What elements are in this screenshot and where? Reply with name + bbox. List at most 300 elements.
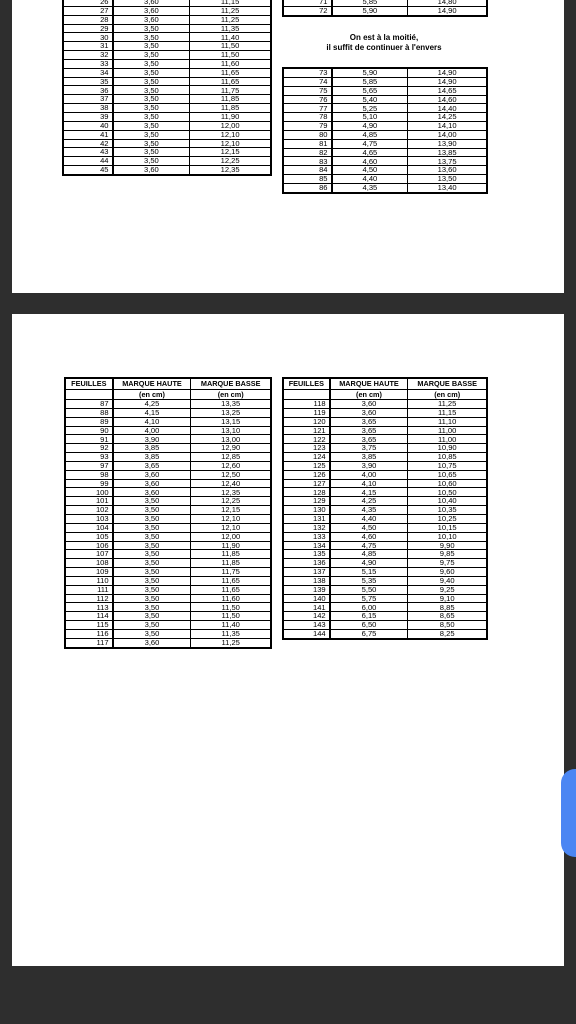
table-row (65, 568, 271, 577)
cell-feuille: 123 (283, 444, 330, 453)
table-right (282, 67, 488, 194)
cell-marque-haute: 4,65 (332, 148, 408, 157)
cell-marque-basse: 12,00 (191, 532, 271, 541)
cell-marque-basse: 11,25 (190, 6, 271, 15)
cell-feuille: 142 (283, 612, 330, 621)
cell-feuille: 109 (65, 568, 113, 577)
cell-marque-haute: 4,60 (332, 157, 408, 166)
cell-marque-basse: 11,35 (191, 629, 271, 638)
cell-marque-haute: 4,75 (330, 541, 408, 550)
cell-feuille: 129 (283, 497, 330, 506)
col-header-haute-unit: (en cm) (330, 390, 408, 400)
cell-feuille: 116 (65, 629, 113, 638)
table-row (283, 576, 487, 585)
cell-marque-haute: 5,85 (332, 0, 408, 6)
cell-feuille: 80 (283, 130, 332, 139)
halfway-note-line1: On est à la moitié, (349, 33, 419, 42)
table-row (63, 148, 271, 157)
cell-marque-basse: 11,40 (190, 33, 271, 42)
cell-marque-basse: 11,00 (408, 426, 487, 435)
cell-marque-haute: 5,75 (330, 594, 408, 603)
cell-feuille: 27 (63, 6, 113, 15)
cell-marque-haute: 3,60 (113, 0, 190, 6)
cell-feuille: 31 (63, 42, 113, 51)
cell-marque-haute: 3,65 (330, 426, 408, 435)
cell-marque-basse: 12,25 (190, 157, 271, 166)
cell-feuille: 42 (63, 139, 113, 148)
table-row (283, 77, 487, 86)
cell-marque-haute: 3,50 (113, 33, 190, 42)
cell-feuille: 41 (63, 130, 113, 139)
cell-marque-basse: 10,85 (408, 453, 487, 462)
table-row (63, 139, 271, 148)
cell-feuille: 132 (283, 523, 330, 532)
cell-marque-basse: 9,60 (408, 568, 487, 577)
cell-marque-haute: 3,60 (113, 488, 191, 497)
cell-marque-basse: 13,35 (191, 400, 271, 409)
cell-marque-haute: 6,00 (330, 603, 408, 612)
cell-marque-basse: 10,15 (408, 523, 487, 532)
cell-feuille: 97 (65, 461, 113, 470)
cell-feuille: 103 (65, 514, 113, 523)
table-row (63, 15, 271, 24)
cell-feuille: 140 (283, 594, 330, 603)
cell-feuille: 111 (65, 585, 113, 594)
cell-feuille: 88 (65, 408, 113, 417)
cell-marque-basse: 9,40 (408, 576, 487, 585)
cell-feuille: 139 (283, 585, 330, 594)
table-row (283, 6, 487, 15)
cell-marque-haute: 3,65 (330, 417, 408, 426)
table-row (65, 444, 271, 453)
col-header-haute: MARQUE HAUTE (113, 378, 191, 390)
table-row (63, 157, 271, 166)
cell-feuille: 127 (283, 479, 330, 488)
cell-marque-basse: 12,90 (191, 444, 271, 453)
col-header-feuilles-blank (283, 390, 330, 400)
cell-marque-haute: 3,50 (113, 568, 191, 577)
cell-feuille: 144 (283, 629, 330, 638)
cell-marque-basse: 9,90 (408, 541, 487, 550)
cell-feuille: 74 (283, 77, 332, 86)
table-row (283, 130, 487, 139)
cell-feuille: 75 (283, 86, 332, 95)
cell-marque-basse: 11,85 (190, 95, 271, 104)
table-row (283, 68, 487, 77)
col-header-haute: MARQUE HAUTE (330, 378, 408, 390)
cell-feuille: 30 (63, 33, 113, 42)
table-row (283, 523, 487, 532)
table-row (65, 576, 271, 585)
cell-marque-haute: 3,90 (330, 461, 408, 470)
cell-marque-haute: 4,40 (330, 514, 408, 523)
cell-marque-haute: 3,50 (113, 612, 191, 621)
cell-marque-haute: 4,15 (330, 488, 408, 497)
cell-marque-basse: 11,65 (191, 576, 271, 585)
table-row (65, 629, 271, 638)
cell-marque-basse: 11,85 (191, 559, 271, 568)
table-row (283, 417, 487, 426)
cell-marque-basse: 12,25 (191, 497, 271, 506)
table-row (283, 95, 487, 104)
table-row (65, 621, 271, 630)
table-left (64, 377, 272, 649)
cell-feuille: 137 (283, 568, 330, 577)
cell-marque-haute: 3,75 (330, 444, 408, 453)
cell-marque-basse: 14,65 (408, 86, 487, 95)
cell-marque-basse: 11,90 (191, 541, 271, 550)
cell-marque-basse: 11,90 (190, 112, 271, 121)
cell-marque-haute: 3,50 (113, 585, 191, 594)
table-row (65, 594, 271, 603)
cell-marque-basse: 11,50 (190, 42, 271, 51)
cell-marque-haute: 3,50 (113, 59, 190, 68)
cell-feuille: 134 (283, 541, 330, 550)
halfway-note-line2: il suffit de continuer à l'envers (326, 43, 442, 52)
cell-marque-haute: 3,50 (113, 532, 191, 541)
cell-feuille: 105 (65, 532, 113, 541)
cell-feuille: 114 (65, 612, 113, 621)
cell-marque-haute: 5,90 (332, 68, 408, 77)
col-header-basse: MARQUE BASSE (408, 378, 487, 390)
cell-marque-basse: 14,00 (408, 130, 487, 139)
cell-marque-haute: 4,75 (332, 139, 408, 148)
cell-marque-basse: 13,15 (191, 417, 271, 426)
cell-marque-haute: 3,65 (113, 461, 191, 470)
cell-marque-basse: 13,50 (408, 175, 487, 184)
cell-marque-basse: 12,35 (191, 488, 271, 497)
cell-marque-basse: 12,10 (190, 130, 271, 139)
table-row (63, 6, 271, 15)
cell-feuille: 79 (283, 122, 332, 131)
cell-marque-basse: 12,10 (190, 139, 271, 148)
cell-marque-haute: 3,50 (113, 603, 191, 612)
cell-marque-basse: 10,35 (408, 506, 487, 515)
cell-feuille: 143 (283, 621, 330, 630)
cell-feuille: 131 (283, 514, 330, 523)
cell-feuille: 40 (63, 121, 113, 130)
cell-marque-haute: 3,50 (113, 621, 191, 630)
cell-marque-basse: 9,85 (408, 550, 487, 559)
cell-marque-basse: 11,65 (191, 585, 271, 594)
cell-marque-basse: 11,60 (191, 594, 271, 603)
cell-marque-haute: 3,85 (330, 453, 408, 462)
cell-marque-basse: 10,75 (408, 461, 487, 470)
cell-marque-basse: 11,65 (190, 68, 271, 77)
cell-feuille: 133 (283, 532, 330, 541)
cell-marque-basse: 10,25 (408, 514, 487, 523)
cell-marque-haute: 3,50 (113, 68, 190, 77)
cell-marque-basse: 13,10 (191, 426, 271, 435)
cell-marque-haute: 4,85 (332, 130, 408, 139)
cell-feuille: 35 (63, 77, 113, 86)
cell-marque-basse: 14,25 (408, 113, 487, 122)
cell-feuille: 71 (283, 0, 332, 6)
table-row (283, 594, 487, 603)
cell-marque-basse: 11,25 (190, 15, 271, 24)
cell-feuille: 85 (283, 175, 332, 184)
table-row (63, 130, 271, 139)
cell-feuille: 87 (65, 400, 113, 409)
halfway-note (274, 33, 494, 53)
table-row (283, 426, 487, 435)
col-header-basse: MARQUE BASSE (191, 378, 271, 390)
cell-marque-basse: 14,90 (408, 68, 487, 77)
cell-feuille: 38 (63, 104, 113, 113)
cell-feuille: 82 (283, 148, 332, 157)
cell-marque-haute: 3,50 (113, 24, 190, 33)
cell-marque-haute: 4,00 (330, 470, 408, 479)
cell-feuille: 107 (65, 550, 113, 559)
table-row (63, 68, 271, 77)
cell-marque-haute: 3,85 (113, 444, 191, 453)
cell-marque-basse: 10,50 (408, 488, 487, 497)
cell-feuille: 26 (63, 0, 113, 6)
cell-marque-basse: 10,90 (408, 444, 487, 453)
cell-marque-basse: 9,75 (408, 559, 487, 568)
cell-marque-basse: 9,10 (408, 594, 487, 603)
cell-marque-haute: 3,60 (113, 6, 190, 15)
table-row (65, 612, 271, 621)
table-row (65, 470, 271, 479)
col-header-basse-unit: (en cm) (191, 390, 271, 400)
cell-marque-haute: 4,25 (330, 497, 408, 506)
table-row (65, 461, 271, 470)
cell-feuille: 110 (65, 576, 113, 585)
cell-marque-haute: 3,60 (330, 408, 408, 417)
col-header-feuilles-blank (65, 390, 113, 400)
cell-marque-haute: 4,00 (113, 426, 191, 435)
cell-marque-basse: 14,10 (408, 122, 487, 131)
table-row (65, 417, 271, 426)
cell-marque-basse: 12,85 (191, 453, 271, 462)
cell-marque-basse: 12,15 (191, 506, 271, 515)
table-row (283, 532, 487, 541)
cell-marque-basse: 11,40 (191, 621, 271, 630)
cell-feuille: 89 (65, 417, 113, 426)
cell-marque-basse: 11,60 (190, 59, 271, 68)
cell-feuille: 108 (65, 559, 113, 568)
cell-marque-basse: 13,90 (408, 139, 487, 148)
cell-marque-haute: 3,50 (113, 104, 190, 113)
table-row (283, 183, 487, 192)
cell-marque-haute: 3,50 (113, 130, 190, 139)
col-header-feuilles: FEUILLES (283, 378, 330, 390)
cell-marque-haute: 4,60 (330, 532, 408, 541)
cell-feuille: 138 (283, 576, 330, 585)
cell-marque-haute: 3,50 (113, 77, 190, 86)
table-row (63, 77, 271, 86)
cell-marque-haute: 3,50 (113, 86, 190, 95)
cell-marque-haute: 3,50 (113, 629, 191, 638)
cell-feuille: 124 (283, 453, 330, 462)
table-row (65, 585, 271, 594)
cell-feuille: 98 (65, 470, 113, 479)
cell-marque-basse: 12,00 (190, 121, 271, 130)
table-row (63, 59, 271, 68)
cell-marque-haute: 4,50 (330, 523, 408, 532)
cell-feuille: 106 (65, 541, 113, 550)
cell-marque-haute: 5,85 (332, 77, 408, 86)
cell-marque-haute: 3,65 (330, 435, 408, 444)
cell-feuille: 39 (63, 112, 113, 121)
cell-feuille: 101 (65, 497, 113, 506)
cell-feuille: 92 (65, 444, 113, 453)
cell-marque-haute: 3,50 (113, 541, 191, 550)
cell-feuille: 120 (283, 417, 330, 426)
cell-feuille: 77 (283, 104, 332, 113)
cell-marque-haute: 3,50 (113, 51, 190, 60)
cell-marque-haute: 4,10 (330, 479, 408, 488)
document-page-2 (12, 314, 564, 966)
table-row (63, 42, 271, 51)
cell-marque-basse: 12,50 (191, 470, 271, 479)
cell-feuille: 119 (283, 408, 330, 417)
cell-marque-basse: 14,90 (408, 6, 487, 15)
cell-marque-basse: 8,65 (408, 612, 487, 621)
cell-marque-basse: 13,00 (191, 435, 271, 444)
table-row (283, 148, 487, 157)
cell-feuille: 118 (283, 400, 330, 409)
cell-marque-haute: 4,25 (113, 400, 191, 409)
cell-marque-basse: 11,50 (191, 603, 271, 612)
cell-marque-haute: 5,15 (330, 568, 408, 577)
cell-feuille: 36 (63, 86, 113, 95)
cell-feuille: 76 (283, 95, 332, 104)
cell-feuille: 141 (283, 603, 330, 612)
table-top-right-fragment (282, 0, 488, 17)
cell-marque-haute: 3,50 (113, 112, 190, 121)
cell-feuille: 86 (283, 183, 332, 192)
cell-marque-basse: 11,65 (190, 77, 271, 86)
cell-marque-basse: 11,75 (190, 86, 271, 95)
cell-marque-haute: 3,90 (113, 435, 191, 444)
cell-marque-haute: 3,50 (113, 594, 191, 603)
cell-feuille: 128 (283, 488, 330, 497)
cell-marque-haute: 6,50 (330, 621, 408, 630)
cell-feuille: 37 (63, 95, 113, 104)
cell-feuille: 28 (63, 15, 113, 24)
cell-marque-basse: 12,40 (191, 479, 271, 488)
cell-marque-basse: 13,60 (408, 166, 487, 175)
cell-feuille: 112 (65, 594, 113, 603)
cell-feuille: 78 (283, 113, 332, 122)
cell-marque-haute: 3,60 (113, 638, 191, 647)
cell-marque-haute: 5,40 (332, 95, 408, 104)
cell-feuille: 84 (283, 166, 332, 175)
cell-marque-basse: 11,75 (191, 568, 271, 577)
table-row (63, 86, 271, 95)
cell-marque-basse: 13,75 (408, 157, 487, 166)
cell-marque-basse: 8,25 (408, 629, 487, 638)
cell-marque-haute: 3,50 (113, 523, 191, 532)
cell-feuille: 121 (283, 426, 330, 435)
cell-marque-haute: 4,90 (330, 559, 408, 568)
table-row (63, 104, 271, 113)
cell-feuille: 33 (63, 59, 113, 68)
table-row (65, 426, 271, 435)
cell-feuille: 32 (63, 51, 113, 60)
cell-feuille: 34 (63, 68, 113, 77)
table-row (63, 51, 271, 60)
cell-marque-haute: 4,50 (332, 166, 408, 175)
cell-marque-haute: 4,35 (332, 183, 408, 192)
cell-marque-haute: 5,35 (330, 576, 408, 585)
cell-feuille: 100 (65, 488, 113, 497)
table-row (65, 453, 271, 462)
table-row (283, 514, 487, 523)
cell-marque-haute: 3,60 (113, 479, 191, 488)
cell-marque-haute: 3,50 (113, 497, 191, 506)
cell-feuille: 43 (63, 148, 113, 157)
table-row (283, 629, 487, 638)
cell-marque-basse: 14,90 (408, 77, 487, 86)
cell-marque-basse: 11,85 (190, 104, 271, 113)
table-row (65, 408, 271, 417)
cell-feuille: 72 (283, 6, 332, 15)
cell-marque-basse: 8,85 (408, 603, 487, 612)
cell-marque-basse: 12,60 (191, 461, 271, 470)
cell-marque-basse: 10,60 (408, 479, 487, 488)
table-row (283, 461, 487, 470)
cell-marque-haute: 3,50 (113, 121, 190, 130)
cell-marque-haute: 3,50 (113, 506, 191, 515)
scrollbar-thumb[interactable] (561, 769, 576, 857)
table-row (283, 408, 487, 417)
table-row (65, 603, 271, 612)
cell-marque-basse: 13,40 (408, 183, 487, 192)
cell-marque-haute: 4,35 (330, 506, 408, 515)
cell-feuille: 93 (65, 453, 113, 462)
cell-marque-haute: 4,90 (332, 122, 408, 131)
table-row (283, 139, 487, 148)
cell-marque-basse: 9,25 (408, 585, 487, 594)
cell-feuille: 44 (63, 157, 113, 166)
table-top-left (62, 0, 272, 176)
cell-feuille: 81 (283, 139, 332, 148)
cell-marque-basse: 8,50 (408, 621, 487, 630)
table-row (283, 479, 487, 488)
cell-marque-basse: 14,40 (408, 104, 487, 113)
cell-feuille: 125 (283, 461, 330, 470)
cell-marque-haute: 3,50 (113, 550, 191, 559)
cell-marque-haute: 3,60 (113, 166, 190, 175)
cell-marque-haute: 3,50 (113, 559, 191, 568)
cell-marque-haute: 5,90 (332, 6, 408, 15)
cell-marque-basse: 12,35 (190, 166, 271, 175)
cell-marque-basse: 11,35 (190, 24, 271, 33)
document-page-1 (12, 0, 564, 293)
cell-marque-haute: 4,85 (330, 550, 408, 559)
cell-marque-basse: 11,85 (191, 550, 271, 559)
cell-marque-basse: 12,15 (190, 148, 271, 157)
cell-marque-haute: 3,50 (113, 95, 190, 104)
cell-marque-haute: 4,10 (113, 417, 191, 426)
table-row (283, 585, 487, 594)
cell-marque-basse: 11,10 (408, 417, 487, 426)
cell-feuille: 117 (65, 638, 113, 647)
table-row (63, 121, 271, 130)
table-row (65, 523, 271, 532)
table-row (283, 86, 487, 95)
cell-marque-basse: 13,25 (191, 408, 271, 417)
cell-marque-basse: 12,10 (191, 514, 271, 523)
table-row (63, 95, 271, 104)
cell-feuille: 122 (283, 435, 330, 444)
col-header-feuilles: FEUILLES (65, 378, 113, 390)
col-header-haute-unit: (en cm) (113, 390, 191, 400)
cell-feuille: 113 (65, 603, 113, 612)
